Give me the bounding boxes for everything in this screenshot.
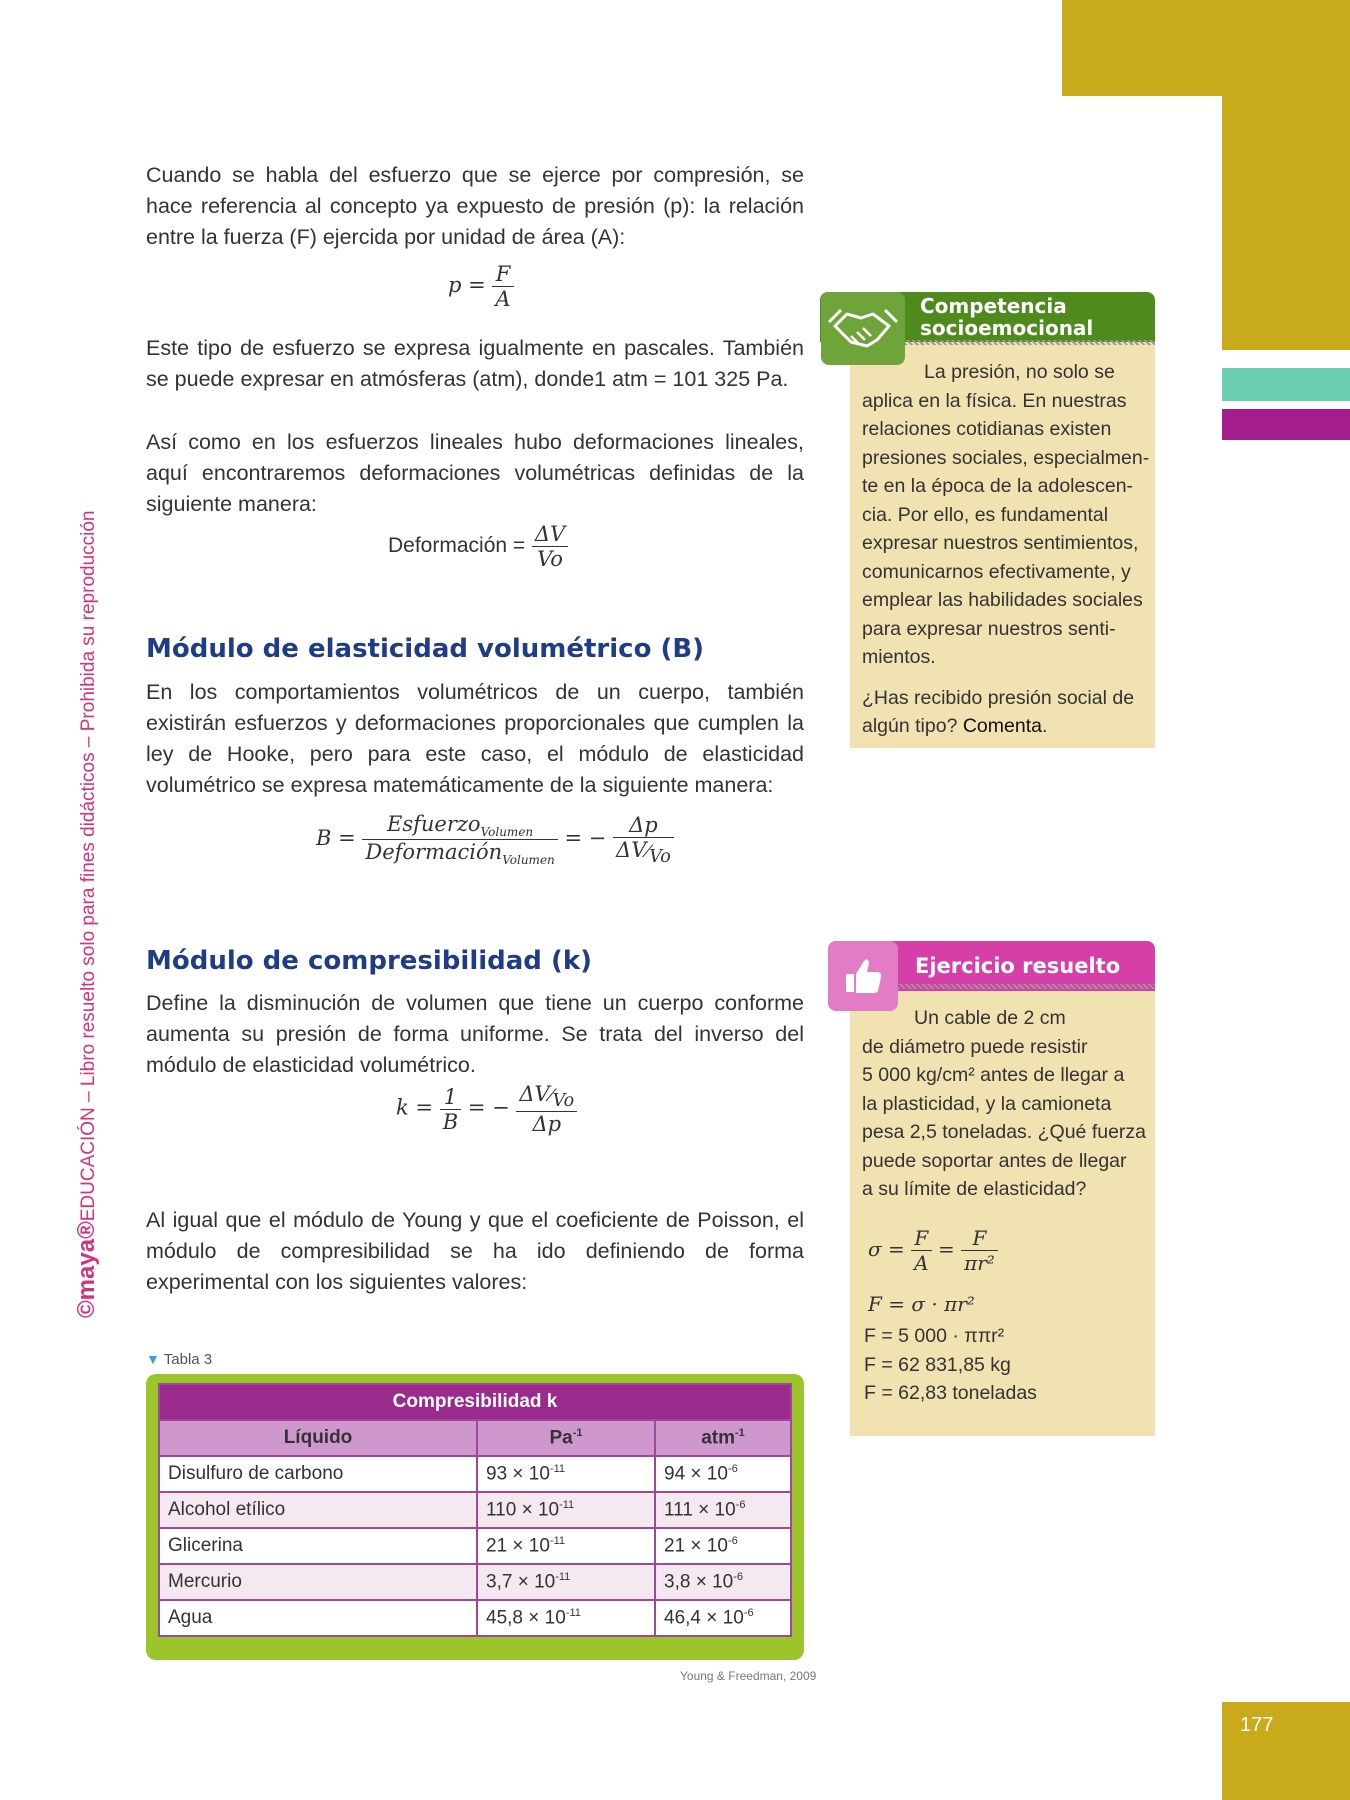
equation-pressure: p = $\frac{F}{A}$ [448,262,514,311]
table-row [159,1564,791,1600]
table-row [159,1528,791,1564]
table-row [159,1492,791,1528]
equation-deformacion: Deformación = $\frac{\Delta V}{Vo}$ [388,522,568,571]
paragraph-intro: Cuando se habla del esfuerzo que se ejerce por compresión, se hace referencia al concepto ya expuesto de presión (p): la relación entre la fuerza (F) ejercida por unidad de área (A): [146,163,804,249]
teal-tab-decoration [1222,368,1350,401]
table-cell: $94 \times 10^{-6}$ [655,1456,791,1492]
table-cell: Mercurio [159,1564,477,1600]
handshake-icon [821,292,905,365]
heading-modulo-compresibilidad: Módulo de compresibilidad (k) [146,946,593,976]
thumbs-up-icon [828,941,898,1011]
equation-compressibility: k = $\frac{1}{B}$ = − $\frac{\Delta V⁄_{Vo}}{\Delta p}$ [396,1082,577,1136]
magenta-tab-decoration [1222,409,1350,440]
table-source: Young & Freedman, 2009 [680,1669,817,1683]
table-cell: Glicerina [159,1528,477,1564]
table-header: $Pa^{-1}$ [477,1420,655,1456]
table-cell: $45,8 \times 10^{-11}$ [477,1600,655,1636]
corner-decoration [1062,0,1350,96]
paragraph-deformaciones: Así como en los esfuerzos lineales hubo deformaciones lineales, aquí encontraremos deformaciones volumétricas definidas de la siguiente manera: [146,430,804,516]
table-cell: $3,8 \times 10^{-6}$ [655,1564,791,1600]
table-caption: ▼ Tabla 3 [146,1351,213,1368]
table-cell: $46,4 \times 10^{-6}$ [655,1600,791,1636]
ejercicio-title: Ejercicio resuelto [915,954,1121,978]
triangle-icon: ▼ [146,1351,160,1367]
table-row [159,1456,791,1492]
table-cell: Disulfuro de carbono [159,1456,477,1492]
compressibility-table [158,1383,792,1637]
paragraph-pascales: Este tipo de esfuerzo se expresa igualmente en pascales. También se puede expresar en atmósferas (atm), donde1 atm = 101 325 Pa. [146,336,804,391]
heading-modulo-elasticidad: Módulo de elasticidad volumétrico (B) [146,634,705,664]
copyright-credit: ©maya®EDUCACIÓN – Libro resuelto solo para fines didácticos – Prohibida su reproducción [73,510,100,1318]
equation-force: F = σ · πr² [868,1292,975,1316]
paragraph-valores: Al igual que el módulo de Young y que el coeficiente de Poisson, el módulo de compresibilidad se ha ido definiendo de forma experimental con los siguientes valores: [146,1208,804,1294]
table-cell: $3,7 \times 10^{-11}$ [477,1564,655,1600]
table-header: atm$^{-1}$ [655,1420,791,1456]
table-title: Compresibilidad k [159,1384,791,1420]
header-stripe [905,340,1155,345]
table-cell: $21 \times 10^{-6}$ [655,1528,791,1564]
paragraph-elasticidad: En los comportamientos volumétricos de un cuerpo, también existirán esfuerzos y deformaciones proporcionales que cumplen la ley de Hooke, pero para este caso, el módulo de elasticidad volumétrico se expresa matemáticamente de la siguiente manera: [146,680,804,797]
table-cell: $21 \times 10^{-11}$ [477,1528,655,1564]
table-row [159,1600,791,1636]
paragraph-compresibilidad: Define la disminución de volumen que tiene un cuerpo conforme aumenta su presión de forma uniforme. Se trata del inverso del módulo de elasticidad volumétrico. [146,991,804,1077]
competencia-title: Competencia socioemocional [920,294,1094,340]
header-stripe [898,984,1155,989]
competencia-text: La presión, no solo se aplica en la física. En nuestras relaciones cotidianas existen presiones sociales, especialmen- te en la época de la adolescen- cia. Por ello, es fundamental expresar nuestros sentimientos, comunicarnos efectivamente, y emplear las habilidades sociales para expresar nuestros senti- mientos. ¿Has recibido presión social de algún tipo? Comenta. [862,361,1150,737]
table-cell: $110 \times 10^{-11}$ [477,1492,655,1528]
page-number: 177 [1240,1714,1274,1736]
table-cell: Agua [159,1600,477,1636]
equation-bulk-modulus: B = $\frac{Esfuerzo_{Volumen}}{Deformación_{Volumen}}$ = − $\frac{\Delta p}{\Delta V⁄_{Vo}}$ [316,812,674,867]
table-cell: $111 \times 10^{-6}$ [655,1492,791,1528]
comenta-prompt: Comenta [962,715,1042,737]
table-header: Líquido [159,1420,477,1456]
ejercicio-text: Un cable de 2 cm de diámetro puede resistir 5 000 kg/cm² antes de llegar a la plasticidad, y la camioneta pesa 2,5 toneladas. ¿Qué fuerza puede soportar antes de llegar a su límite de elasticidad? [862,1007,1147,1200]
table-cell: Alcohol etílico [159,1492,477,1528]
ejercicio-results: F = 5 000 · ππr² F = 62 831,85 kg F = 62,83 toneladas [864,1325,1037,1404]
side-decoration [1222,96,1350,350]
equation-stress: σ = $\frac{F}{A}$ = $\frac{F}{\text{πr²}}$ [868,1226,998,1275]
table-cell: $93 \times 10^{-11}$ [477,1456,655,1492]
